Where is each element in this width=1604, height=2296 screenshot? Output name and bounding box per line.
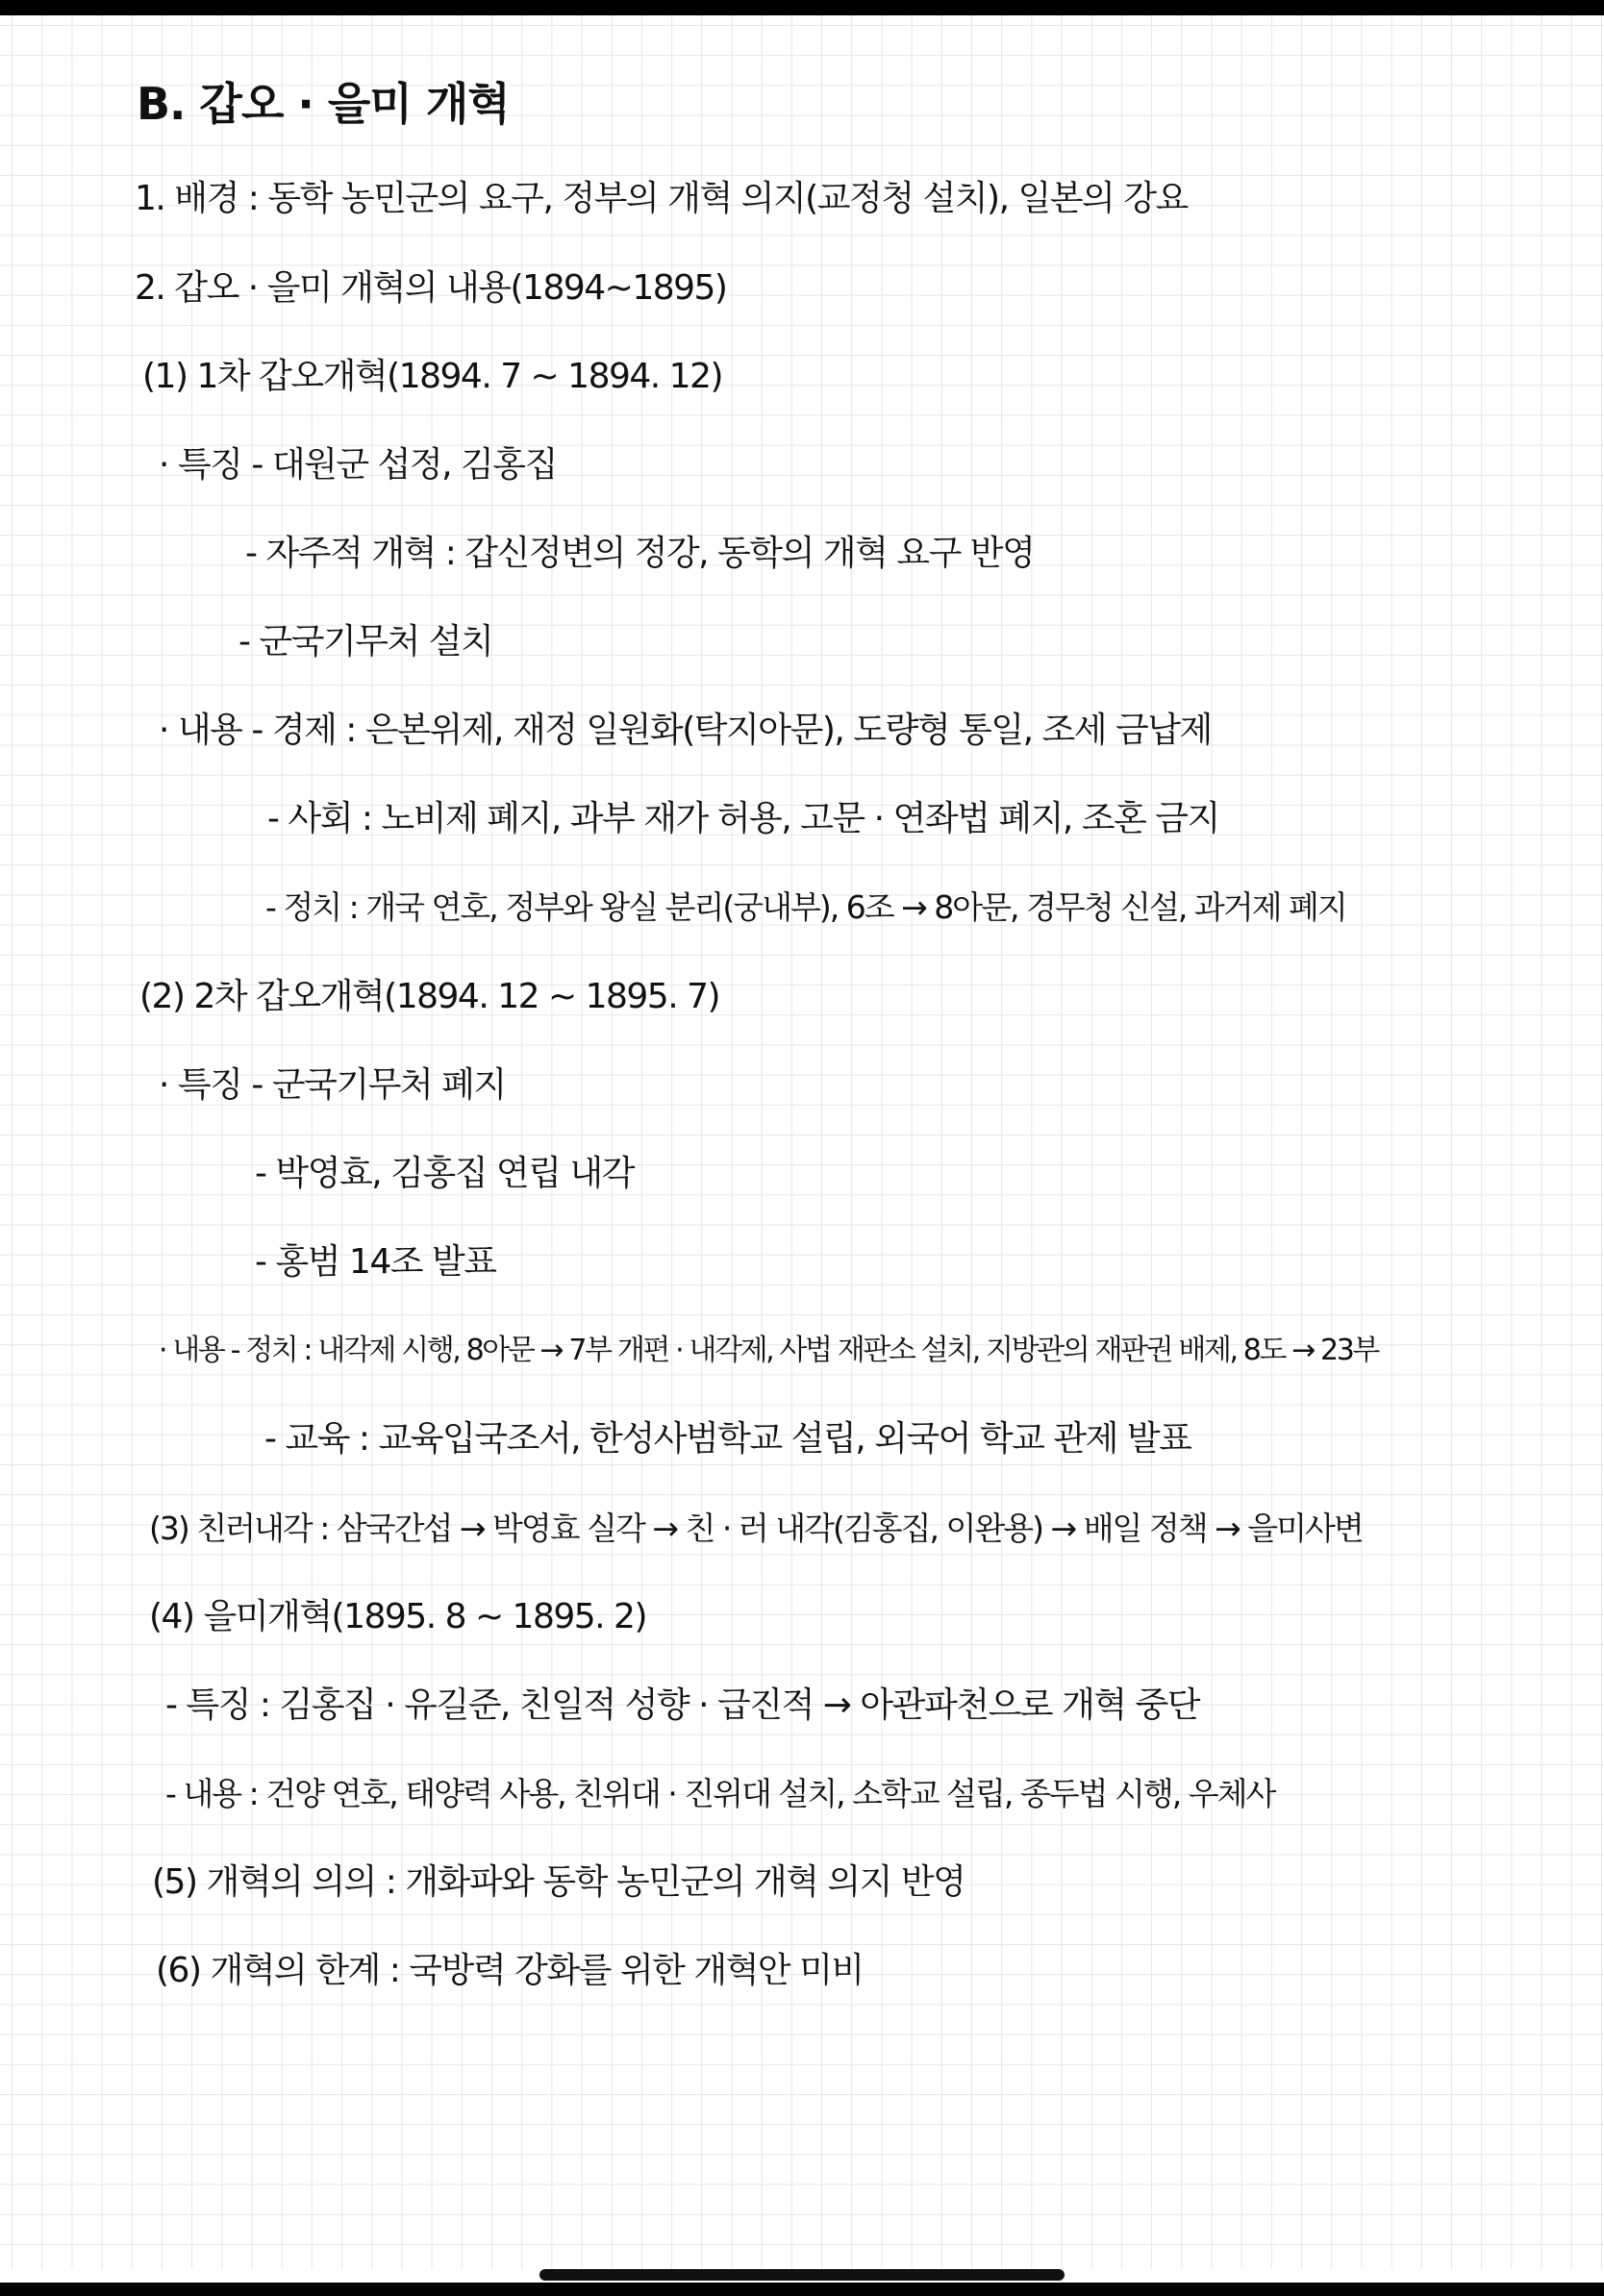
status-bar [0,0,1604,15]
note-title: B. 갑오 · 을미 개혁 [137,78,510,130]
note-line-second-features-hongbeom: - 홍범 14조 발표 [255,1242,496,1282]
note-line-eulmi-reform: (4) 을미개혁(1895. 8 ~ 1895. 2) [149,1597,646,1636]
note-line-second-features-cabinet: - 박영효, 김홍집 연립 내각 [255,1154,634,1193]
note-line-first-gabo: (1) 1차 갑오개혁(1894. 7 ~ 1894. 12) [142,357,723,396]
note-line-first-features: · 특징 - 대원군 섭정, 김홍집 [159,445,557,485]
grid-paper [0,15,1604,2269]
note-line-first-content-economy: · 내용 - 경제 : 은본위제, 재정 일원화(탁지아문), 도량형 통일, 조세 금납제 [159,711,1212,750]
note-line-first-content-politics: - 정치 : 개국 연호, 정부와 왕실 분리(궁내부), 6조 → 8아문, 경무청 신설, 과거제 폐지 [265,888,1346,926]
note-line-reform-content: 2. 갑오 · 을미 개혁의 내용(1894~1895) [135,268,727,308]
note-line-eulmi-content: - 내용 : 건양 연호, 태양력 사용, 친위대 · 진위대 설치, 소학교 설립, 종두법 시행, 우체사 [165,1775,1275,1812]
note-line-background: 1. 배경 : 동학 농민군의 요구, 정부의 개혁 의지(교정청 설치), 일본의 강요 [135,179,1188,218]
note-line-pro-russian-cabinet: (3) 친러내각 : 삼국간섭 → 박영효 실각 → 친 · 러 내각(김홍집, 이완용) → 배일 정책 → 을미사변 [149,1510,1363,1547]
note-line-limitation: (6) 개혁의 한계 : 국방력 강화를 위한 개혁안 미비 [156,1951,864,1990]
note-line-first-features-autonomous: - 자주적 개혁 : 갑신정변의 정강, 동학의 개혁 요구 반영 [245,534,1035,573]
note-line-second-content-education: - 교육 : 교육입국조서, 한성사범학교 설립, 외국어 학교 관제 발표 [264,1419,1191,1459]
note-line-significance: (5) 개혁의 의의 : 개화파와 동학 농민군의 개혁 의지 반영 [152,1862,965,1902]
home-indicator[interactable] [539,2269,1065,2281]
note-line-second-features: · 특징 - 군국기무처 폐지 [159,1065,506,1105]
note-line-eulmi-features: - 특징 : 김홍집 · 유길준, 친일적 성향 · 급진적 → 아관파천으로 개혁 중단 [165,1685,1200,1725]
note-line-first-content-society: - 사회 : 노비제 폐지, 과부 재가 허용, 고문 · 연좌법 폐지, 조혼 금지 [267,799,1219,838]
bottom-bar [0,2283,1604,2296]
note-line-first-features-council: - 군국기무처 설치 [238,622,493,661]
note-line-second-content-politics: · 내용 - 정치 : 내각제 시행, 8아문 → 7부 개편 · 내각제, 사법 재판소 설치, 지방관의 재판권 배제, 8도 → 23부 [159,1334,1379,1367]
note-line-second-gabo: (2) 2차 갑오개혁(1894. 12 ~ 1895. 7) [139,977,720,1016]
